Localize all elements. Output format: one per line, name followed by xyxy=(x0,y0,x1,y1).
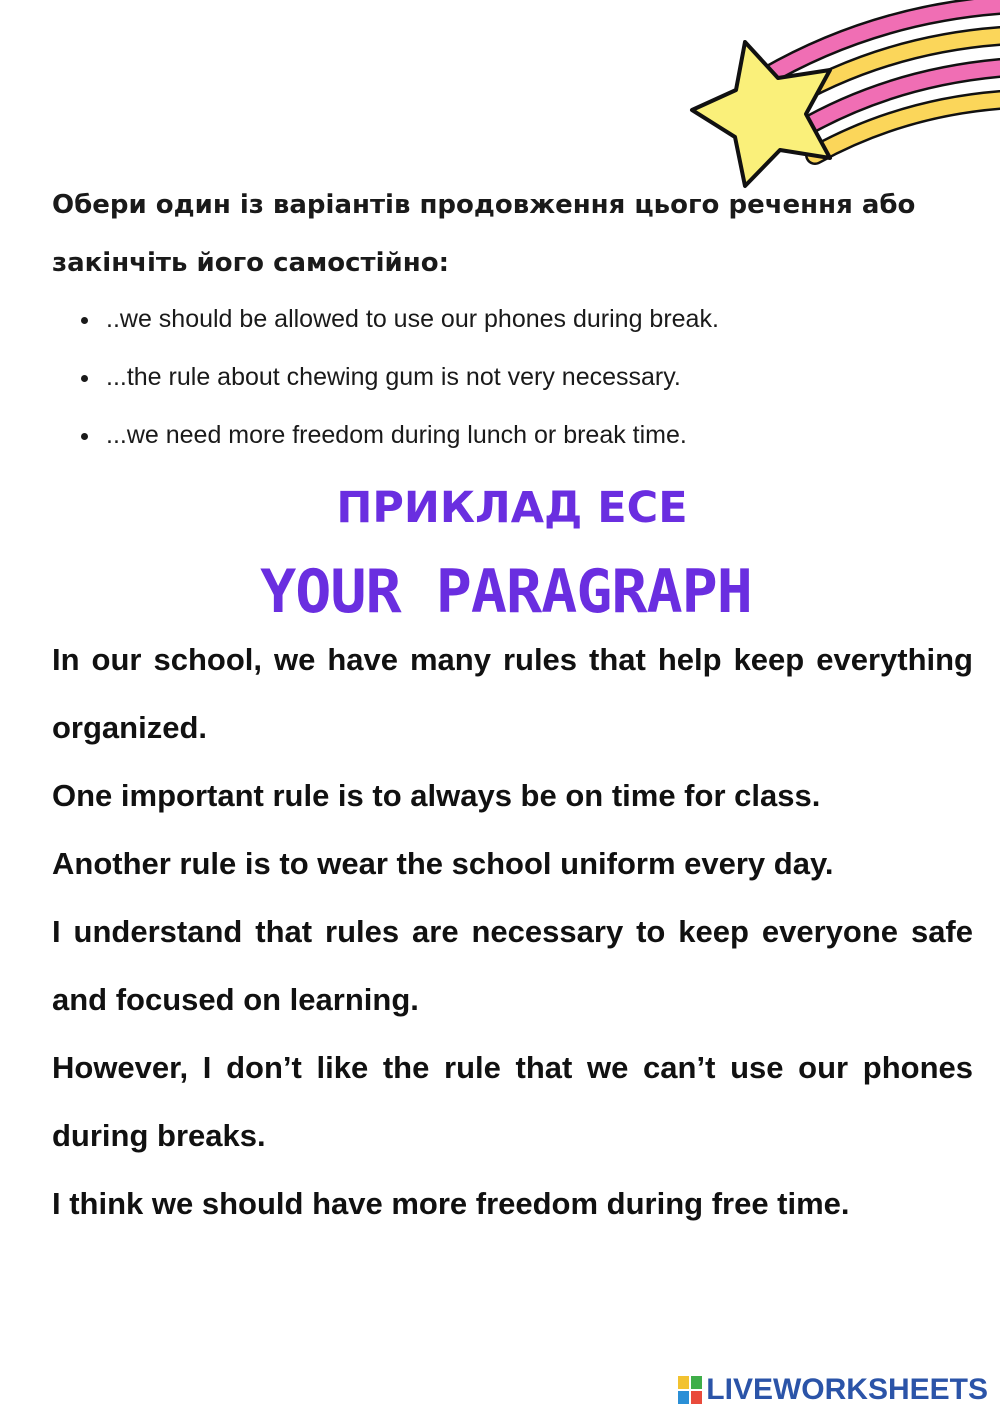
list-item: • ...we need more freedom during lunch or break time. xyxy=(102,406,1000,464)
list-item: • ..we should be allowed to use our phones during break. xyxy=(102,290,1000,348)
essay-body xyxy=(52,626,973,1238)
essay-sentence: I understand that rules are necessary to keep everyone safe and focused on learning. xyxy=(52,914,973,1017)
essay-sentence: In our school, we have many rules that help keep everything organized. xyxy=(52,642,973,745)
essay-sentence: However, I don’t like the rule that we can’t use our phones during breaks. xyxy=(52,1050,973,1153)
brand-name: LIVEWORKSHEETS xyxy=(706,1373,988,1406)
your-paragraph-heading: YOUR PARAGRAPH xyxy=(260,557,752,627)
essay-sentence: I think we should have more freedom during free time. xyxy=(52,1186,850,1221)
essay-sentence: One important rule is to always be on time for class. xyxy=(52,778,821,813)
liveworksheets-logo-icon xyxy=(678,1376,702,1404)
essay-sentence: Another rule is to wear the school uniform every day. xyxy=(52,846,834,881)
brand-footer[interactable] xyxy=(678,1372,988,1408)
shooting-star-decoration xyxy=(0,0,1000,200)
option-list xyxy=(52,290,1000,464)
essay-example-heading: ПРИКЛАД ЕСЕ xyxy=(336,483,688,533)
instruction-text: Обери один із варіантів продовження цього речення або закінчіть його самостійно: xyxy=(52,190,916,278)
list-item: • ...the rule about chewing gum is not very necessary. xyxy=(102,348,1000,406)
